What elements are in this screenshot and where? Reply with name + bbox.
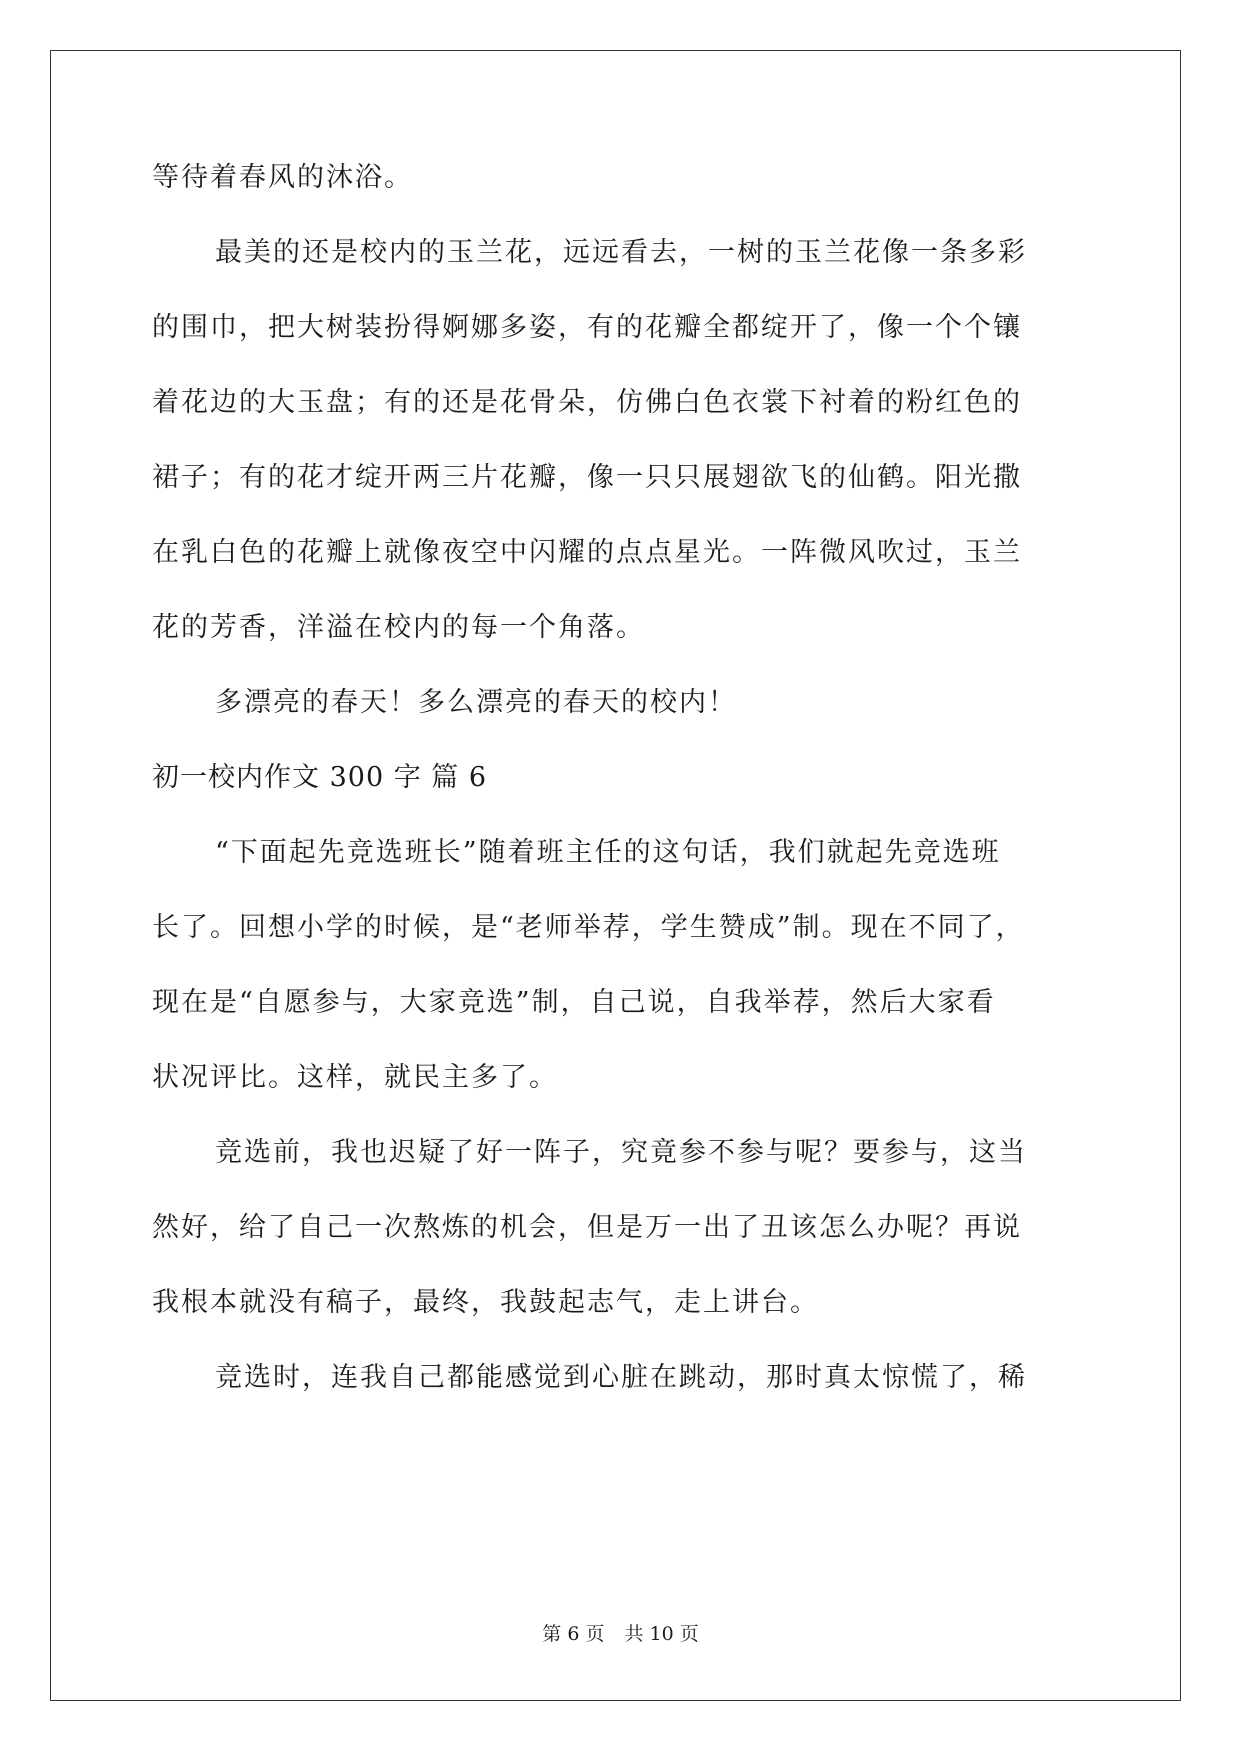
text-line: 着花边的大玉盘；有的还是花骨朵，仿佛白色衣裳下衬着的粉红色的 — [152, 387, 1022, 418]
page-footer — [0, 1622, 1241, 1646]
text-line: “下面起先竞选班长”随着班主任的这句话，我们就起先竞选班 — [215, 837, 1001, 868]
page-total: 共 10 页 — [624, 1623, 699, 1645]
text-line: 最美的还是校内的玉兰花，远远看去，一树的玉兰花像一条多彩 — [215, 237, 1027, 268]
text-line: 我根本就没有稿子，最终，我鼓起志气，走上讲台。 — [152, 1287, 819, 1318]
text-line: 在乳白色的花瓣上就像夜空中闪耀的点点星光。一阵微风吹过，玉兰 — [152, 537, 1022, 568]
text-line: 裙子；有的花才绽开两三片花瓣，像一只只展翅欲飞的仙鹤。阳光撒 — [152, 462, 1022, 493]
text-line: 状况评比。这样，就民主多了。 — [152, 1062, 558, 1093]
section-heading: 初一校内作文 300 字 篇 6 — [152, 762, 488, 793]
text-line: 的围巾，把大树装扮得婀娜多姿，有的花瓣全都绽开了，像一个个镶 — [152, 312, 1022, 343]
text-line: 竞选前，我也迟疑了好一阵子，究竟参不参与呢？要参与，这当 — [215, 1137, 1027, 1168]
text-line: 多漂亮的春天！多么漂亮的春天的校内！ — [215, 687, 737, 718]
text-line: 现在是“自愿参与，大家竞选”制，自己说，自我举荐，然后大家看 — [152, 987, 996, 1018]
text-line: 然好，给了自己一次熬炼的机会，但是万一出了丑该怎么办呢？再说 — [152, 1212, 1022, 1243]
page-border — [50, 50, 1181, 1701]
text-line: 竞选时，连我自己都能感觉到心脏在跳动，那时真太惊慌了，稀 — [215, 1362, 1027, 1393]
text-line: 等待着春风的沐浴。 — [152, 162, 413, 193]
text-line: 花的芳香，洋溢在校内的每一个角落。 — [152, 612, 645, 643]
page-number: 第 6 页 — [542, 1623, 605, 1645]
text-line: 长了。回想小学的时候，是“老师举荐，学生赞成”制。现在不同了， — [152, 912, 1025, 943]
